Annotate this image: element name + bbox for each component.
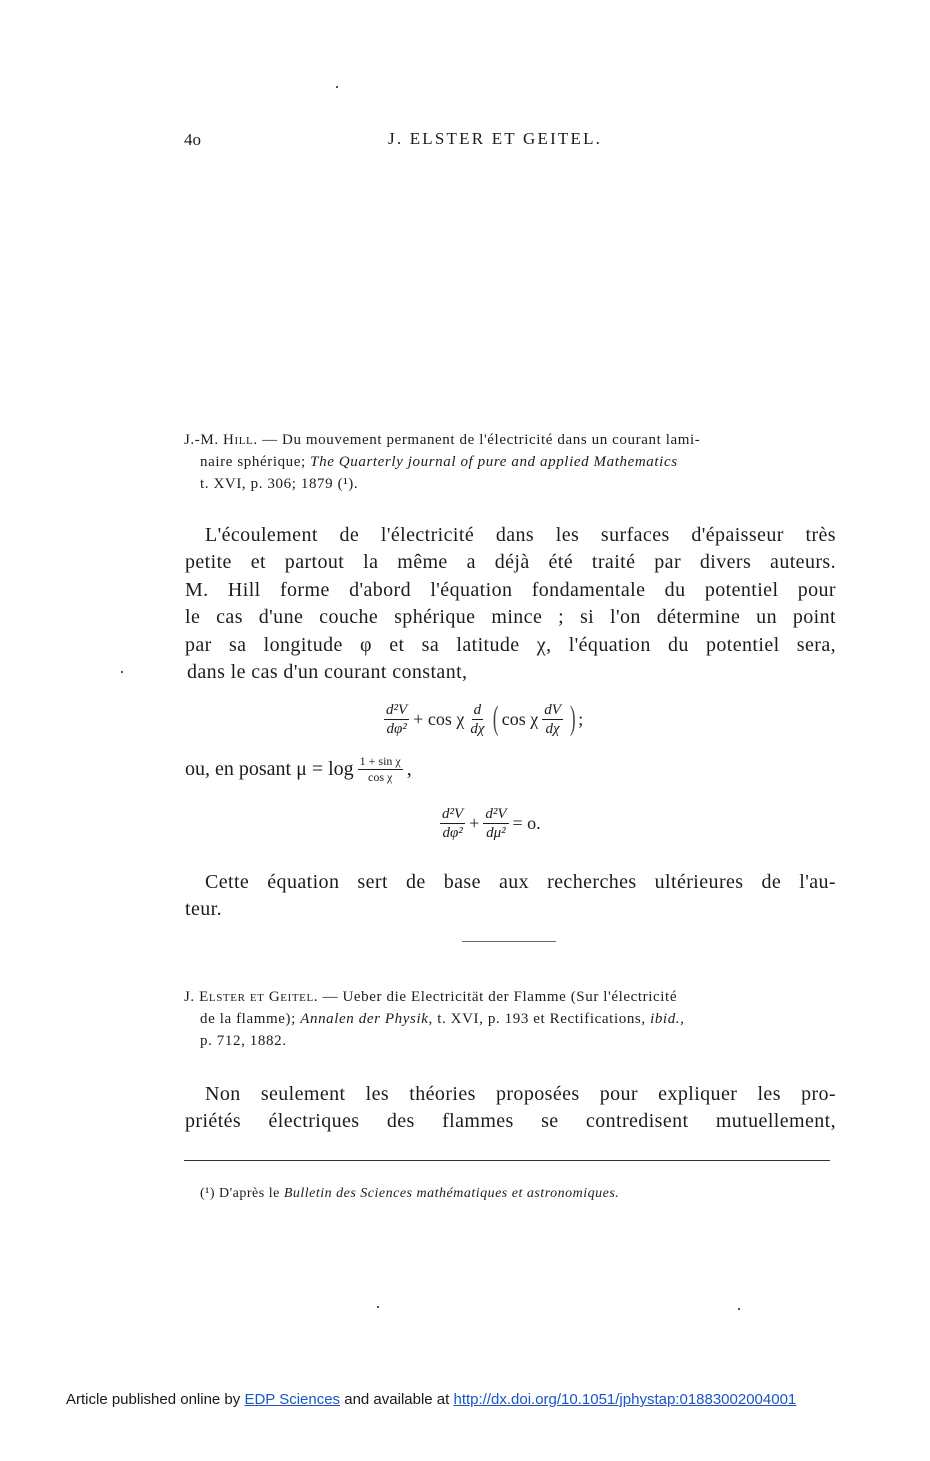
fraction	[542, 702, 563, 737]
footer-text: and available at	[340, 1391, 454, 1408]
denominator: dμ²	[486, 825, 506, 841]
denominator: dχ	[545, 720, 560, 737]
edp-sciences-link[interactable]: EDP Sciences	[244, 1391, 341, 1408]
equation-end: = o.	[512, 813, 541, 833]
footnote-rule	[184, 1160, 830, 1161]
reference-hill	[184, 429, 836, 495]
paragraph-line: priétés électriques des flammes se contredisent mutuellement,	[185, 1110, 836, 1133]
numerator: dV	[544, 701, 561, 718]
punctuation: ;	[578, 708, 584, 729]
equation-laplace	[436, 806, 541, 841]
numerator: d²V	[386, 701, 408, 718]
footnote-source: Bulletin des Sciences mathématiques et astronomiques.	[283, 1186, 620, 1201]
numerator: d	[473, 701, 482, 718]
substitution-line	[185, 755, 412, 784]
section-separator	[462, 941, 556, 942]
denominator: cos χ	[368, 770, 393, 784]
paragraph-line: dans le cas d'un courant constant,	[187, 661, 468, 684]
paragraph-hill-summary	[185, 522, 836, 686]
paragraph-line: teur.	[185, 898, 222, 921]
paragraph-conclusion	[185, 869, 836, 924]
right-paren-glyph: )	[569, 700, 576, 737]
fraction	[468, 702, 486, 737]
scan-speck	[738, 1308, 740, 1310]
reference-text: t. XVI, p. 193 et Rectifications,	[432, 1011, 651, 1027]
inner-term: cos χ	[501, 708, 539, 729]
numerator: d²V	[485, 806, 507, 822]
punctuation: ,	[406, 758, 412, 780]
footnote	[200, 1186, 619, 1202]
reference-author: J. Elster et Geitel.	[184, 989, 319, 1005]
numerator: d²V	[442, 806, 464, 822]
reference-author: J.-M. Hill.	[184, 432, 258, 448]
paragraph-line: le cas d'une couche sphérique mince ; si l'on détermine un point	[185, 606, 836, 629]
fraction	[358, 755, 403, 784]
reference-title: — Ueber die Electricität der Flamme (Sur l'électricité	[318, 989, 678, 1005]
footnote-text: D'après le	[215, 1186, 284, 1201]
reference-citation: p. 712, 1882.	[200, 1033, 287, 1049]
paragraph-line: par sa longitude φ et sa latitude χ, l'équation du potentiel sera,	[185, 633, 836, 656]
scan-speck	[336, 86, 338, 88]
denominator: dφ²	[386, 720, 407, 737]
publisher-footer	[66, 1391, 796, 1408]
reference-title: — Du mouvement permanent de l'électricité dans un courant lami-	[257, 432, 701, 448]
denominator: dχ	[470, 720, 485, 737]
page-number: 4o	[184, 130, 201, 149]
paragraph-line: Cette équation sert de base aux recherches ultérieures de l'au-	[205, 871, 836, 893]
scan-speck	[377, 1306, 379, 1308]
doi-link[interactable]: http://dx.doi.org/10.1051/jphystap:01883002004001	[453, 1391, 797, 1408]
journal-title: Annalen der Physik,	[300, 1011, 433, 1027]
reference-text: de la flamme);	[200, 1011, 301, 1027]
scan-speck	[121, 671, 123, 673]
paragraph-line: Non seulement les théories proposées pour expliquer les pro-	[205, 1083, 836, 1105]
denominator: dφ²	[442, 825, 463, 841]
left-paren-glyph: (	[493, 700, 499, 737]
operator: + cos χ	[413, 708, 465, 729]
ibid-text: ibid.,	[650, 1011, 685, 1027]
paragraph-flames	[185, 1081, 836, 1136]
fraction	[384, 702, 409, 737]
journal-title: The Quarterly journal of pure and applied Mathematics	[310, 454, 678, 470]
substitution-text: ou, en posant μ = log	[185, 758, 354, 780]
operator: +	[469, 813, 480, 833]
paragraph-line: petite et partout la même a déjà été traité par divers auteurs.	[185, 551, 836, 574]
fraction	[440, 806, 465, 841]
reference-citation: t. XVI, p. 306; 1879 (¹).	[200, 476, 359, 492]
running-title: J. ELSTER ET GEITEL.	[388, 129, 603, 148]
paragraph-line: L'écoulement de l'électricité dans les surfaces d'épaisseur très	[205, 524, 836, 546]
reference-elster-geitel	[184, 986, 836, 1052]
numerator: 1 + sin χ	[359, 754, 401, 768]
equation-potential	[380, 700, 583, 738]
footer-text: Article published online by	[66, 1391, 245, 1408]
paragraph-line: M. Hill forme d'abord l'équation fondamentale du potentiel pour	[185, 578, 836, 601]
footnote-marker: (¹)	[200, 1186, 216, 1201]
fraction	[483, 806, 508, 841]
reference-text: naire sphérique;	[200, 454, 311, 470]
